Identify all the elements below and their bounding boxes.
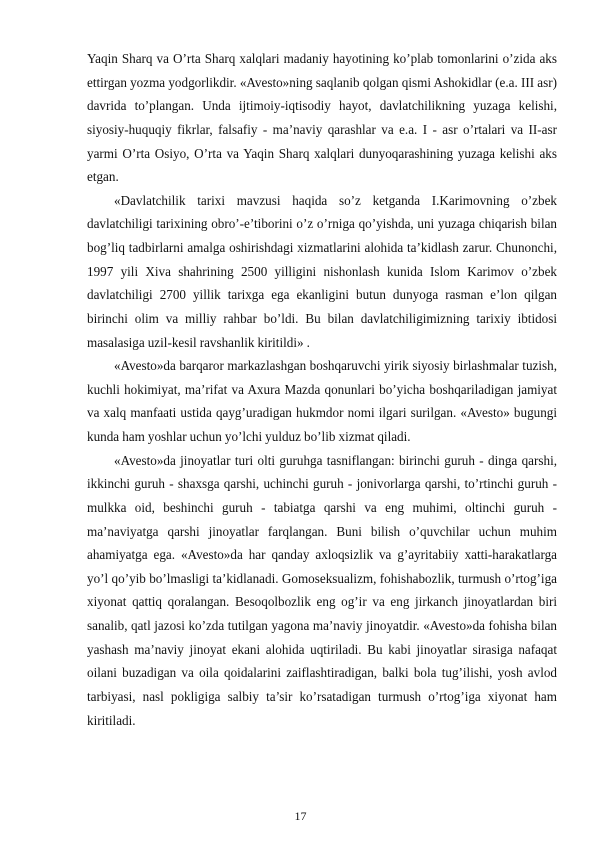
page-number: 17 [294, 809, 307, 823]
paragraph-avesto-intro: Yaqin Sharq va O’rta Sharq xalqlari madaniy hayotining ko’plab tomonlarini o’zida aks ettirgan yozma yodgorlikdir. «Avesto»ning saqlanib qolgan qismi Ashokidlar (e.a. III asr) davrida to’plangan. Unda ijtimoiy-iqtisodiy hayot, davlatchilikning yuzaga kelishi, siyosiy-huquqiy fikrlar, falsafiy - ma’naviy qarashlar va e.a. I - asr o’rtalari va II-asr yarmi O’rta Osiyo, O’rta va Yaqin Sharq xalqlari dunyoqarashining yuzaga kelishi aks etgan. [87, 51, 557, 185]
paragraph-statehood-history: «Davlatchilik tarixi mavzusi haqida so’z ketganda I.Karimovning o’zbek davlatchiligi tarixining obro’-e’tiborini o’z o’rniga qo’yishda, uni yuzaga chiqarish bilan bog’liq tadbirlarni amalga oshirishdagi xizmatlarini alohida ta’kidlash zarur. Chunonchi, 1997 yili Xiva shahrining 2500 yilligini nishonlash kunida Islom Karimov o’zbek davlatchiligi 2700 yillik tarixga ega ekanligini butun dunyoga rasman e’lon qilgan birinchi olim va milliy rahbar bo’ldi. Bu bilan davlatchiligimizning tarixiy ibtidosi masalasiga uzil-kesil ravshanlik kiritildi» . [87, 192, 557, 350]
paragraph-avesto-governance: «Avesto»da barqaror markazlashgan boshqaruvchi yirik siyosiy birlashmalar tuzish, kuchli hokimiyat, ma’rifat va Axura Mazda qonunlari bo’yicha boshqariladigan jamiyat va xalq manfaati ustida qayg’uradigan hukmdor nomi ilgari surilgan. «Avesto» bugungi kunda ham yoshlar uchun yo’lchi yulduz bo’lib xizmat qiladi. [87, 358, 557, 444]
paragraph-avesto-crimes: «Avesto»da jinoyatlar turi olti guruhga tasniflangan: birinchi guruh - dinga qarshi, ikkinchi guruh - shaxsga qarshi, uchinchi guruh - jonivorlarga qarshi, to’rtinchi guruh - mulkka oid, beshinchi guruh - tabiatga qarshi va eng muhimi, oltinchi guruh - ma’naviyatga qarshi jinoyatlar farqlangan. Buni bilish o’quvchilar uchun muhim ahamiyatga ega. «Avesto»da har qanday axloqsizlik va g’ayritabiiy xatti-harakatlarga yo’l qo’yib bo’lmasligi ta’kidlanadi. Gomoseksualizm, fohishabozlik, turmush o’rtog’iga xiyonat qattiq qoralangan. Besoqolbozlik eng og’ir va eng jirkanch jinoyatlardan biri sanalib, qatl jazosi ko’zda tutilgan yagona ma’naviy jinoyatdir. «Avesto»da fohisha bilan yashash ma’naviy jinoyat ekani alohida uqtiriladi. Bu kabi jinoyatlar sirasiga nafaqat oilani buzadigan va oila qoidalarini zaiflashtiradigan, balki bola tug’ilishi, yosh avlod tarbiyasi, nasl pokligiga salbiy ta’sir ko’rsatadigan turmush o’rtog’iga xiyonat ham kiritiladi. [87, 452, 557, 728]
document-body [87, 47, 557, 732]
